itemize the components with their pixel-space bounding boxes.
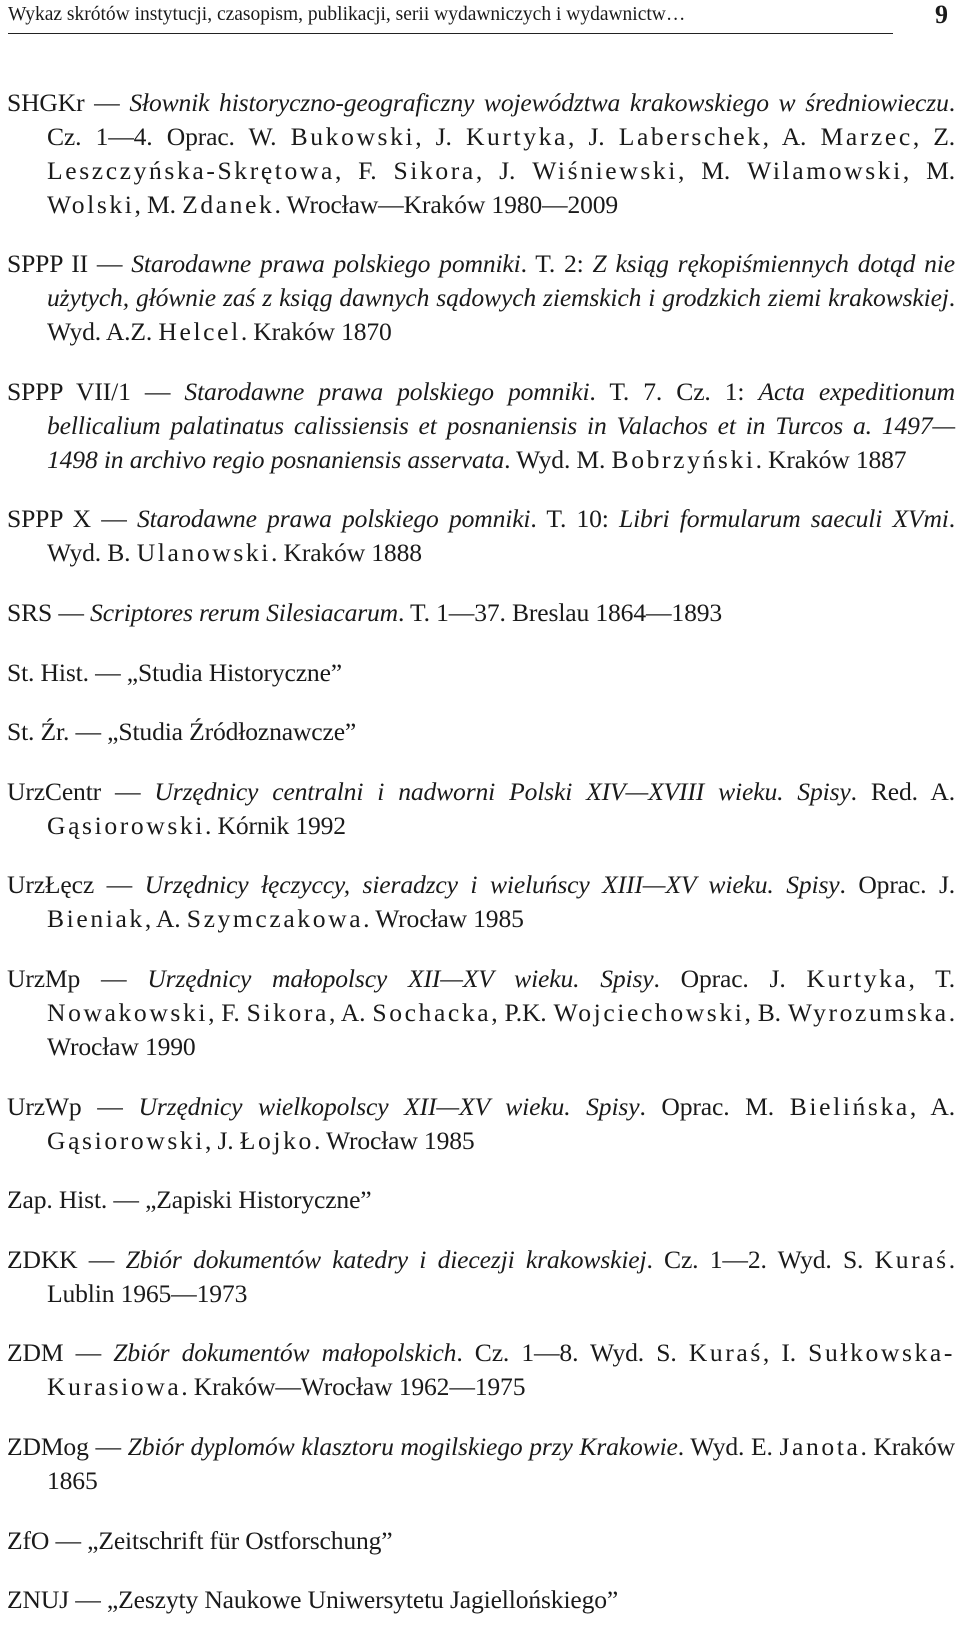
entry-text: . T. 10: xyxy=(530,504,620,534)
entry-text: . Kraków—Wrocław 1962—1975 xyxy=(181,1372,526,1402)
entry-text: , A. xyxy=(144,904,187,934)
entry-text: , A. xyxy=(328,997,373,1027)
list-item xyxy=(7,375,955,477)
entry-author: Bukowski xyxy=(290,121,416,151)
entry-text: , B. xyxy=(744,997,788,1027)
list-item xyxy=(7,1430,955,1498)
entry-text: , J. xyxy=(475,155,533,185)
entry-author: Ulanowski xyxy=(136,538,271,568)
entry-text: , A. xyxy=(762,121,821,151)
entry-text: , Z. xyxy=(912,121,955,151)
entry-author: Sochacka xyxy=(372,997,492,1027)
entry-text: — xyxy=(130,376,185,406)
entry-text: — xyxy=(63,1338,114,1368)
entry-text: , J. xyxy=(415,121,466,151)
entry-author: Kurtyka xyxy=(806,963,909,993)
entry-text: . Oprac. J. xyxy=(653,963,807,993)
entry-author: Kurtyka xyxy=(465,121,569,151)
entry-author: Kuraś xyxy=(874,1244,949,1274)
abbreviation-term: SHGKr xyxy=(7,87,85,117)
entry-text: , M. xyxy=(902,155,955,185)
entry-author: Wiśniewski xyxy=(532,155,679,185)
entry-text: . Lublin 1965—1973 xyxy=(47,1244,955,1308)
list-item xyxy=(7,1583,955,1617)
abbreviation-term: St. Źr. xyxy=(7,717,70,747)
page-header xyxy=(8,0,954,36)
list-item xyxy=(7,1090,955,1158)
entry-title: Starodawne prawa polskiego pomniki xyxy=(184,376,590,406)
entry-author: Wojciechowski xyxy=(553,997,745,1027)
entry-title: Zbiór dokumentów małopolskich xyxy=(113,1338,457,1368)
list-item xyxy=(7,1336,955,1404)
abbreviation-term: UrzMp xyxy=(7,963,81,993)
entry-text: . Kraków 1870 xyxy=(240,317,392,347)
header-rule xyxy=(8,33,893,34)
entry-author: Helcel xyxy=(158,317,241,347)
list-item xyxy=(7,86,955,222)
abbreviation-term: ZfO xyxy=(7,1525,50,1555)
entry-title: Urzędnicy łęczyccy, sieradzcy i wieluńscy XIII—XV wieku. Spisy xyxy=(144,870,840,900)
entry-author: Szymczakowa xyxy=(186,904,364,934)
entry-text: . Kraków 1887 xyxy=(755,444,907,474)
entry-author: Janota xyxy=(779,1431,861,1461)
entry-author: Kuraś xyxy=(688,1338,763,1368)
entry-title: Libri formularum saeculi XVmi xyxy=(619,504,949,534)
abbreviation-term: ZDM xyxy=(7,1338,64,1368)
list-item xyxy=(7,596,955,630)
entry-author: Bielińska xyxy=(789,1091,910,1121)
entry-text: . Wrocław 1990 xyxy=(47,997,956,1061)
abbreviation-term: Zap. Hist. xyxy=(7,1185,108,1215)
entry-author: Wyrozumska xyxy=(787,997,949,1027)
entry-author: Nowakowski xyxy=(47,997,209,1027)
list-item xyxy=(7,1524,955,1558)
list-item xyxy=(7,656,955,690)
entry-author: Wilamowski xyxy=(747,155,903,185)
entry-text: , A. xyxy=(909,1091,955,1121)
abbreviation-term: UrzŁęcz xyxy=(7,870,95,900)
entry-title: Zbiór dyplomów klasztoru mogilskiego przy Krakowie xyxy=(127,1431,678,1461)
abbreviation-list xyxy=(7,60,955,1643)
entry-text: . Oprac. J. xyxy=(839,870,955,900)
entry-text: . Wyd. E. xyxy=(677,1431,780,1461)
entry-author: Wolski xyxy=(47,189,135,219)
entry-text: — xyxy=(80,963,148,993)
entry-author: Sikora xyxy=(393,155,476,185)
entry-author: Marzec xyxy=(820,121,913,151)
entry-text: , I. xyxy=(762,1338,809,1368)
entry-text: . Cz. 1—8. Wyd. S. xyxy=(456,1338,689,1368)
abbreviation-term: SRS xyxy=(7,597,53,627)
list-item xyxy=(7,1243,955,1311)
list-item xyxy=(7,868,955,936)
entry-text: — xyxy=(88,1431,128,1461)
abbreviation-term: ZDKK xyxy=(7,1244,78,1274)
entry-text: . T. 1—37. Breslau 1864—1893 xyxy=(398,597,723,627)
list-item xyxy=(7,502,955,570)
entry-text: — xyxy=(94,870,145,900)
entry-title: Acta expeditionum bellicalium palatinatus calissiensis et posnaniensis in Valachos et in Turcos a. 1497—1498 in archivo regio posnaniensis asservata xyxy=(47,376,955,474)
abbreviation-term: St. Hist. xyxy=(7,657,89,687)
entry-text: — „Zapiski Historyczne” xyxy=(107,1185,372,1215)
entry-title: Urzędnicy centralni i nadworni Polski XIV—XVIII wieku. Spisy xyxy=(154,776,851,806)
entry-author: Laberschek xyxy=(618,121,763,151)
entry-text: . Kórnik 1992 xyxy=(204,810,346,840)
entry-text: . Kraków 1888 xyxy=(271,538,422,568)
abbreviation-term: UrzCentr xyxy=(7,776,102,806)
entry-text: . Cz. 1—4. Oprac. W. xyxy=(47,87,955,151)
entry-text: . Wyd. A.Z. xyxy=(47,283,955,347)
entry-text: — xyxy=(88,249,132,279)
entry-author: Bobrzyński xyxy=(611,444,756,474)
entry-text: , J. xyxy=(568,121,619,151)
entry-text: — xyxy=(84,87,130,117)
entry-text: . Wrocław 1985 xyxy=(313,1125,475,1155)
entry-text: . Cz. 1—2. Wyd. S. xyxy=(646,1244,875,1274)
entry-title: Scriptores rerum Silesiacarum xyxy=(90,597,399,627)
entry-text: — „Studia Źródłoznawcze” xyxy=(69,717,357,747)
entry-text: , M. xyxy=(678,155,748,185)
entry-text: . T. 7. Cz. 1: xyxy=(589,376,759,406)
entry-title: Z ksiąg rękopiśmiennych dotąd nie użytych, głównie zaś z ksiąg dawnych sądowych ziemskich i grodzkich ziemi krakowskiej xyxy=(47,249,955,313)
entry-text: . Kraków 1865 xyxy=(47,1431,955,1495)
entry-text: , F. xyxy=(334,155,394,185)
entry-title: Słownik historyczno-geograficzny województwa krakowskiego w średniowieczu xyxy=(129,87,949,117)
list-item xyxy=(7,962,955,1064)
entry-title: Zbiór dokumentów katedry i diecezji krakowskiej xyxy=(125,1244,647,1274)
entry-title: Starodawne prawa polskiego pomniki xyxy=(136,504,531,534)
page-number: 9 xyxy=(935,0,948,29)
entry-text: . Red. A. xyxy=(850,776,955,806)
entry-text: , M. xyxy=(134,189,183,219)
entry-text: — xyxy=(81,1091,139,1121)
entry-author: Leszczyńska-Skrętowa xyxy=(47,155,335,185)
abbreviation-term: SPPP X xyxy=(7,504,91,534)
entry-text: . T. 2: xyxy=(520,249,593,279)
entry-text: . Wrocław—Kraków 1980—2009 xyxy=(274,189,619,219)
abbreviation-term: ZDMog xyxy=(7,1431,89,1461)
entry-author: Łojko xyxy=(239,1125,314,1155)
entry-text: , F. xyxy=(208,997,247,1027)
abbreviation-term: UrzWp xyxy=(7,1091,82,1121)
abbreviation-term: SPPP II xyxy=(7,249,89,279)
list-item xyxy=(7,715,955,749)
entry-author: Sułkowska-Kurasiowa xyxy=(47,1338,955,1402)
entry-author: Zdanek xyxy=(182,189,275,219)
entry-author: Bieniak xyxy=(47,904,145,934)
entry-author: Sikora xyxy=(246,997,329,1027)
entry-text: . Wyd. M. xyxy=(504,444,612,474)
entry-text: . Oprac. M. xyxy=(639,1091,790,1121)
entry-text: — xyxy=(77,1244,126,1274)
entry-text: , P.K. xyxy=(491,997,554,1027)
list-item xyxy=(7,1183,955,1217)
entry-text: , T. xyxy=(908,963,955,993)
entry-text: — xyxy=(101,776,155,806)
entry-title: Urzędnicy wielkopolscy XII—XV wieku. Spisy xyxy=(138,1091,640,1121)
entry-text: , J. xyxy=(204,1125,240,1155)
list-item xyxy=(7,775,955,843)
entry-text: — „Studia Historyczne” xyxy=(88,657,342,687)
entry-title: Urzędnicy małopolscy XII—XV wieku. Spisy xyxy=(147,963,654,993)
entry-text: — xyxy=(90,504,137,534)
entry-text: — xyxy=(52,597,91,627)
entry-text: . Wrocław 1985 xyxy=(363,904,524,934)
entry-text: — „Zeszyty Naukowe Uniwersytetu Jagiellońskiego” xyxy=(68,1585,619,1615)
list-item xyxy=(7,247,955,349)
entry-title: Starodawne prawa polskiego pomniki xyxy=(131,249,521,279)
entry-text: — „Zeitschrift für Ostforschung” xyxy=(49,1525,393,1555)
entry-author: Gąsiorowski xyxy=(47,1125,205,1155)
entry-author: Gąsiorowski xyxy=(47,810,205,840)
abbreviation-term: SPPP VII/1 xyxy=(7,376,131,406)
entry-text: . Wyd. B. xyxy=(47,504,955,568)
abbreviation-term: ZNUJ xyxy=(7,1585,69,1615)
running-header-title: Wykaz skrótów instytucji, czasopism, publikacji, serii wydawniczych i wydawnictw… xyxy=(8,4,686,25)
